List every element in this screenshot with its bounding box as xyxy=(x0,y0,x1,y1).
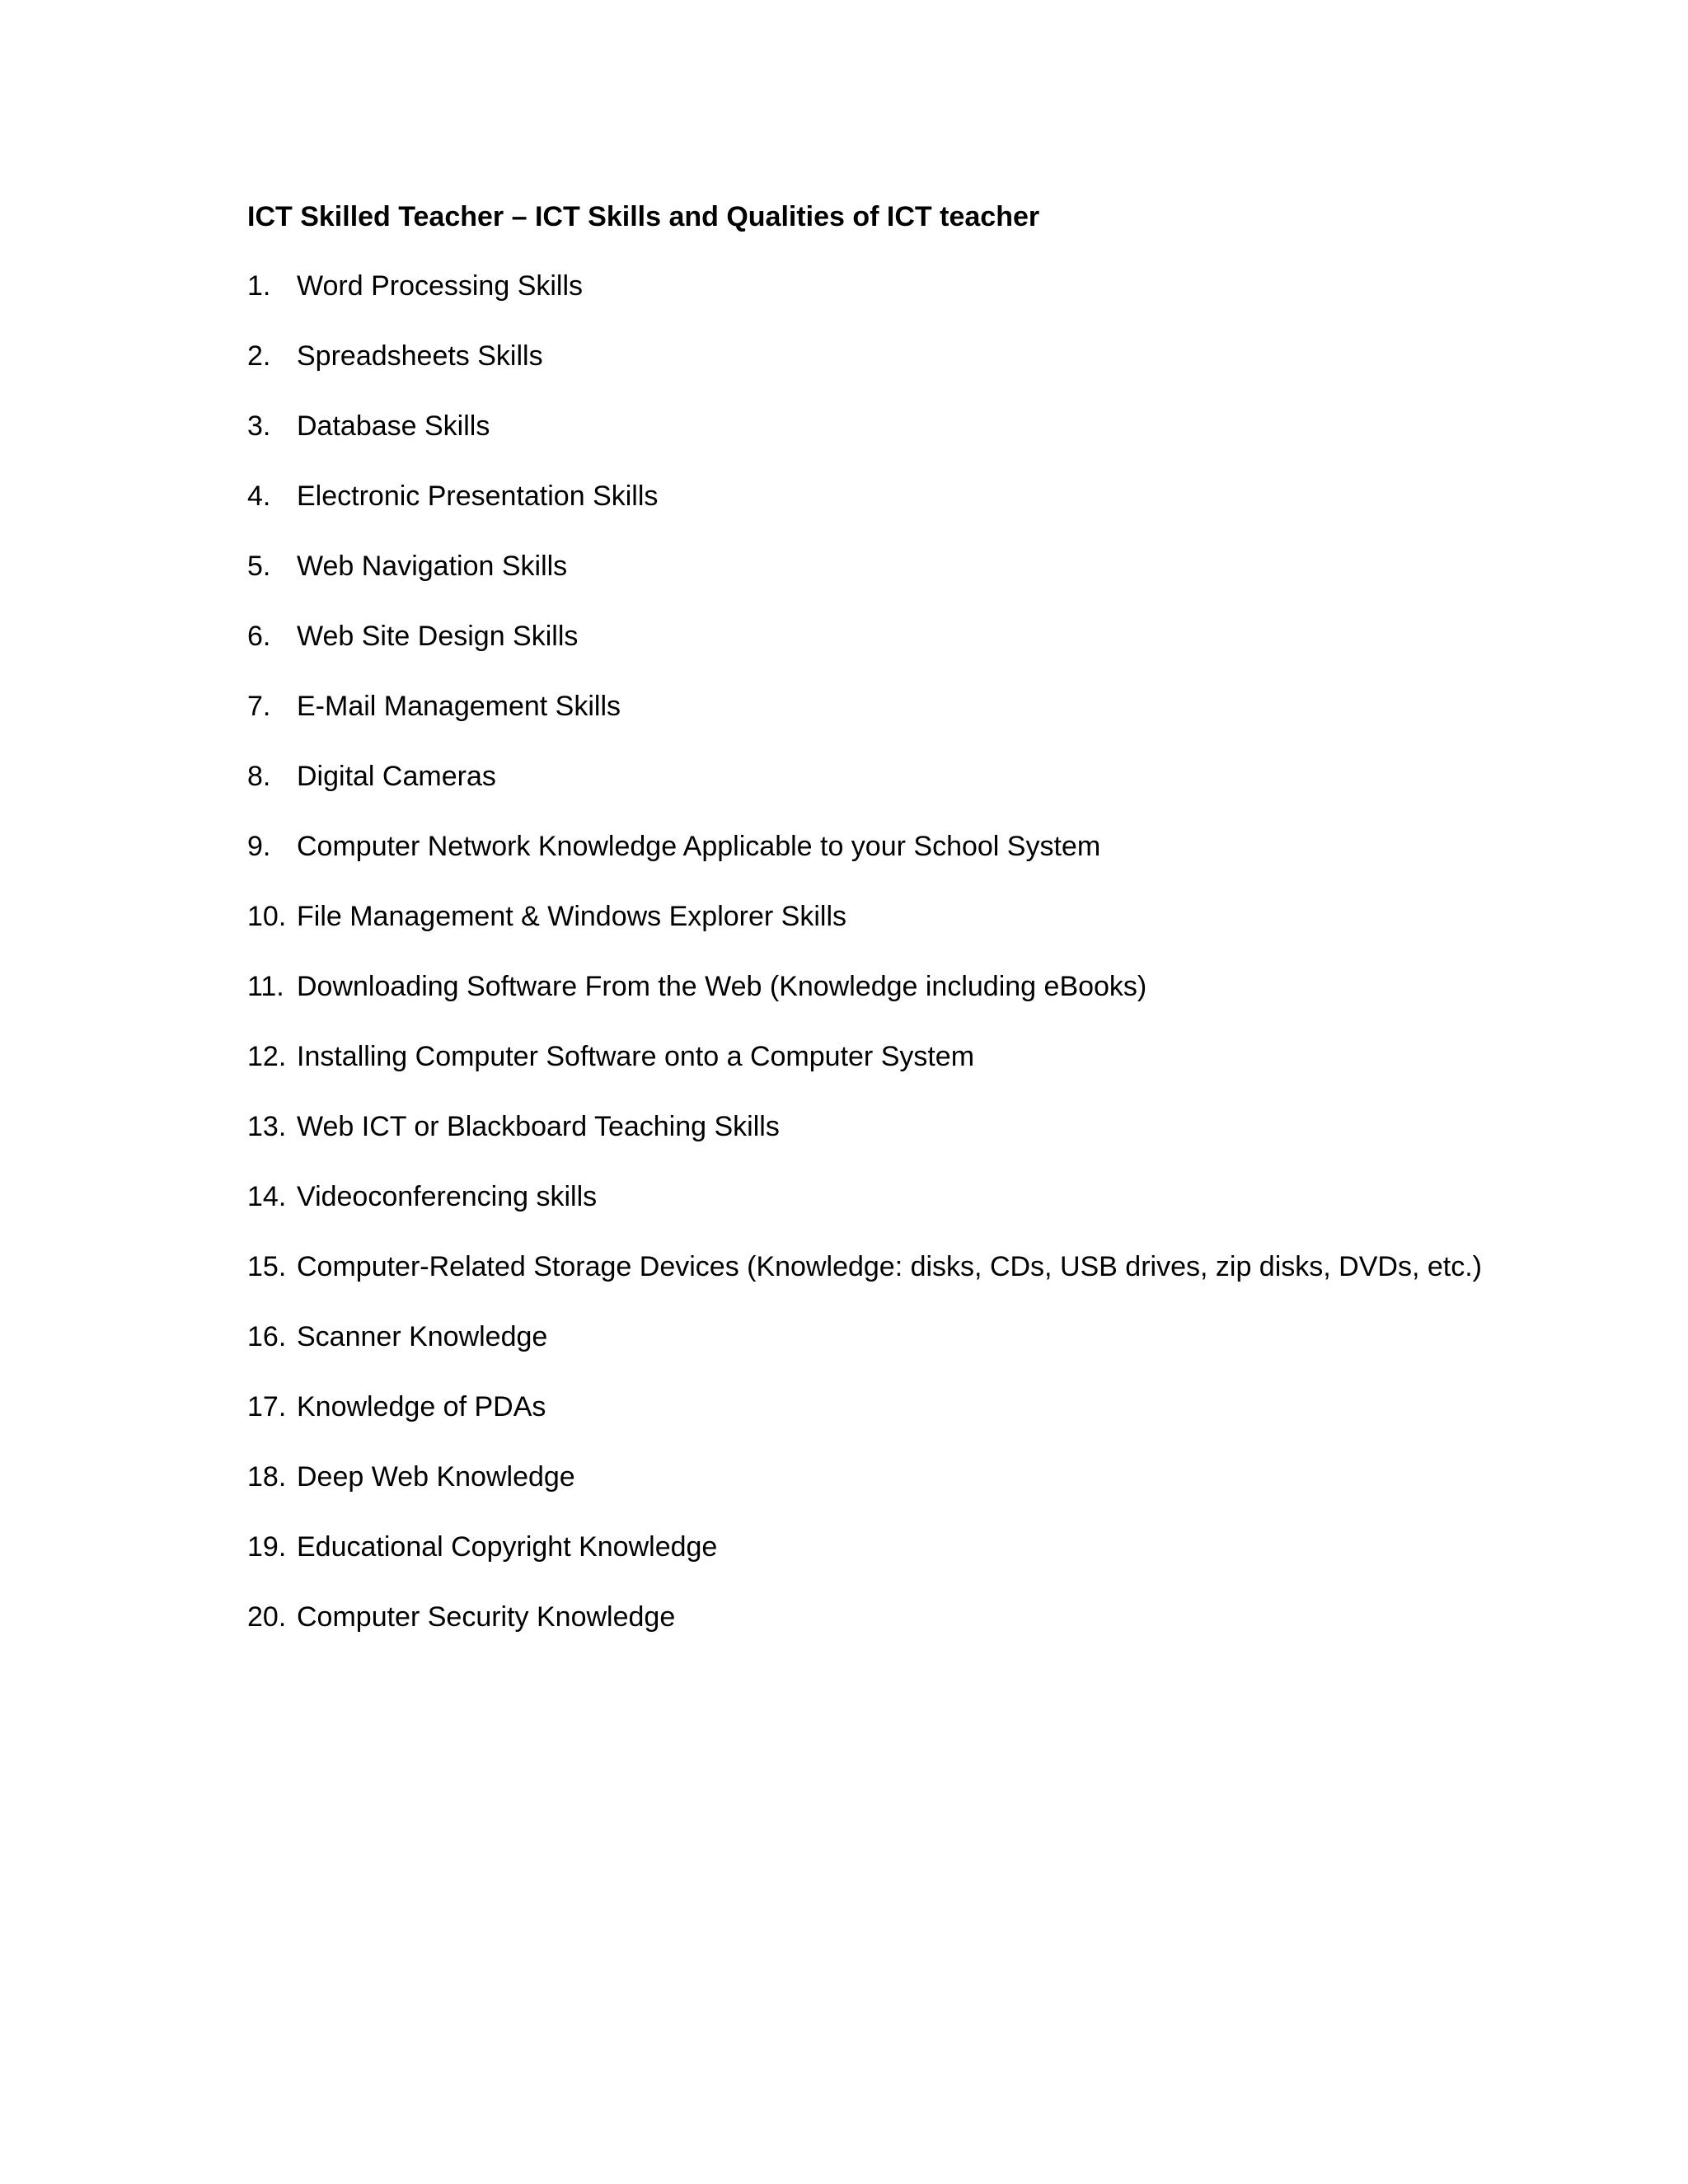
list-item-text: Scanner Knowledge xyxy=(297,1321,548,1352)
list-item-text: Computer Network Knowledge Applicable to your School System xyxy=(297,831,1101,862)
list-item-number: 3. xyxy=(247,410,271,442)
list-item-number: 1. xyxy=(247,270,271,302)
list-item xyxy=(247,1248,1648,1286)
list-item-number: 6. xyxy=(247,621,271,652)
list-item-text: Word Processing Skills xyxy=(297,270,584,302)
list-item-text: Installing Computer Software onto a Computer System xyxy=(297,1041,975,1072)
list-item-text: Downloading Software From the Web (Knowledge including eBooks) xyxy=(297,971,1147,1002)
list-item xyxy=(247,547,1648,585)
list-item xyxy=(247,968,1648,1005)
list-item-number: 18. xyxy=(247,1461,287,1493)
list-item-text: E-Mail Management Skills xyxy=(297,691,621,722)
list-item-text: Deep Web Knowledge xyxy=(297,1461,575,1493)
list-item-text: Knowledge of PDAs xyxy=(297,1391,546,1422)
list-item xyxy=(247,757,1648,795)
list-item-number: 12. xyxy=(247,1041,287,1072)
list-item-text: Digital Cameras xyxy=(297,761,496,792)
skills-list xyxy=(247,267,1648,1636)
list-item-number: 20. xyxy=(247,1601,287,1633)
document-title: ICT Skilled Teacher – ICT Skills and Qualities of ICT teacher xyxy=(247,201,1040,232)
list-item-text: File Management & Windows Explorer Skills xyxy=(297,901,847,932)
list-item-text: Videoconferencing skills xyxy=(297,1181,598,1212)
list-item-number: 17. xyxy=(247,1391,287,1422)
list-item-number: 16. xyxy=(247,1321,287,1352)
list-item-text: Web Site Design Skills xyxy=(297,621,579,652)
list-item xyxy=(247,1178,1648,1216)
list-item xyxy=(247,267,1648,305)
list-item xyxy=(247,1388,1648,1426)
list-item-number: 19. xyxy=(247,1531,287,1563)
list-item xyxy=(247,407,1648,445)
list-item-number: 15. xyxy=(247,1251,287,1282)
list-item-number: 4. xyxy=(247,480,271,512)
list-item-text: Database Skills xyxy=(297,410,490,442)
list-item-number: 8. xyxy=(247,761,271,792)
list-item xyxy=(247,687,1648,725)
list-item xyxy=(247,1528,1648,1566)
list-item xyxy=(247,1038,1648,1076)
list-item-number: 11. xyxy=(247,971,284,1002)
list-item xyxy=(247,1318,1648,1356)
list-item-number: 2. xyxy=(247,340,271,372)
list-item xyxy=(247,1108,1648,1146)
list-item-number: 10. xyxy=(247,901,287,932)
list-item-text: Spreadsheets Skills xyxy=(297,340,543,372)
list-item xyxy=(247,827,1648,865)
list-item-text: Computer-Related Storage Devices (Knowledge: disks, CDs, USB drives, zip disks, DVDs, etc.) xyxy=(297,1251,1482,1282)
list-item-text: Electronic Presentation Skills xyxy=(297,480,659,512)
list-item-number: 9. xyxy=(247,831,271,862)
list-item-text: Web Navigation Skills xyxy=(297,551,568,582)
list-item-number: 5. xyxy=(247,551,271,582)
list-item xyxy=(247,337,1648,375)
list-item xyxy=(247,898,1648,935)
list-item-number: 7. xyxy=(247,691,271,722)
list-item-text: Educational Copyright Knowledge xyxy=(297,1531,718,1563)
list-item xyxy=(247,1458,1648,1496)
list-item xyxy=(247,1598,1648,1636)
list-item xyxy=(247,617,1648,655)
list-item-text: Computer Security Knowledge xyxy=(297,1601,676,1633)
list-item-number: 13. xyxy=(247,1111,287,1142)
list-item-number: 14. xyxy=(247,1181,287,1212)
list-item xyxy=(247,477,1648,515)
list-item-text: Web ICT or Blackboard Teaching Skills xyxy=(297,1111,780,1142)
document-page xyxy=(247,198,1648,1668)
